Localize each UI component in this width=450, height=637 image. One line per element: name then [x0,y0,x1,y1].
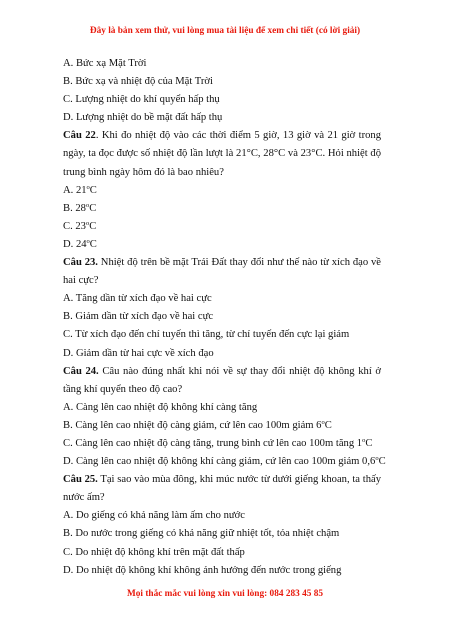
option-line: B. Càng lên cao nhiệt độ càng giảm, cứ lên cao 100m giảm 6$^o$C [63,418,332,431]
option-line: A. Do giếng có khả năng làm ấm cho nước [63,510,245,522]
option-line: C. Lượng nhiệt do khí quyển hấp thụ [63,94,220,106]
option-line: C. Do nhiệt độ không khí trên mặt đất thấp [63,546,245,558]
question-text: Nhiệt độ trên bề mặt Trái Đất thay đổi như thế nào từ xích đạo về hai cực? [63,257,381,287]
option-line: D. Do nhiệt độ không khí không ảnh hưởng đến nước trong giếng [63,564,342,576]
question-text: Tại sao vào mùa đông, khi múc nước từ dưới giếng khoan, ta thấy nước ấm? [63,474,381,504]
question-number: Câu 23. [63,257,98,269]
question-23 [63,254,381,290]
question-text: Câu nào đúng nhất khi nói về sự thay đổi nhiệt độ không khí ở tầng khí quyển theo độ cao? [63,365,381,395]
option-line: B. Do nước trong giếng có khả năng giữ nhiệt tốt, tỏa nhiệt chậm [63,528,340,540]
option-line: D. 24$^o$C [63,237,97,250]
option-line: D. Càng lên cao nhiệt độ không khí càng giảm, cứ lên cao 100m giảm 0,6$^o$C [63,455,386,468]
option-line: B. Bức xạ và nhiệt độ của Mặt Trời [63,76,213,88]
option-line: A. Càng lên cao nhiệt độ không khí càng tăng [63,401,258,413]
question-text: . Khi đo nhiệt độ vào các thời điểm 5 giờ, 13 giờ và 21 giờ trong ngày, ta đọc được số nhiệt độ lần lượt là 21°C, 28°C và 23°C. Hỏi nhiệt độ trung bình ngày hôm đó là bao nhiêu? [63,130,381,178]
question-number: Câu 24. [63,365,99,377]
option-line: A. Tăng dần từ xích đạo về hai cực [63,293,212,305]
option-line: A. 21$^o$C [63,183,97,196]
preview-banner: Đây là bản xem thử, vui lòng mua tài liệu để xem chi tiết (có lời giải) [89,26,361,36]
option-line: C. Từ xích đạo đến chí tuyến thì tăng, từ chí tuyến đến cực lại giảm [63,329,350,341]
contact-footer: Mọi thắc mắc vui lòng xin vui lòng: 084 283 45 85 [126,589,324,599]
option-line: B. Giảm dần từ xích đạo về hai cực [63,311,214,323]
option-line: B. 28$^o$C [63,201,97,214]
option-line: C. 23$^o$C [63,219,97,232]
question-number: Câu 22 [63,130,96,142]
question-22 [63,127,381,181]
option-line: A. Bức xạ Mặt Trời [63,58,147,69]
document-body [63,55,386,580]
option-line: D. Giảm dần từ hai cực về xích đạo [63,347,214,359]
option-line: C. Càng lên cao nhiệt độ càng tăng, trung bình cứ lên cao 100m tăng 1$^o$C [63,436,373,449]
question-number: Câu 25. [63,474,98,486]
question-25 [63,471,381,507]
option-line: D. Lượng nhiệt do bề mặt đất hấp thụ [63,112,223,124]
question-24 [63,363,381,399]
